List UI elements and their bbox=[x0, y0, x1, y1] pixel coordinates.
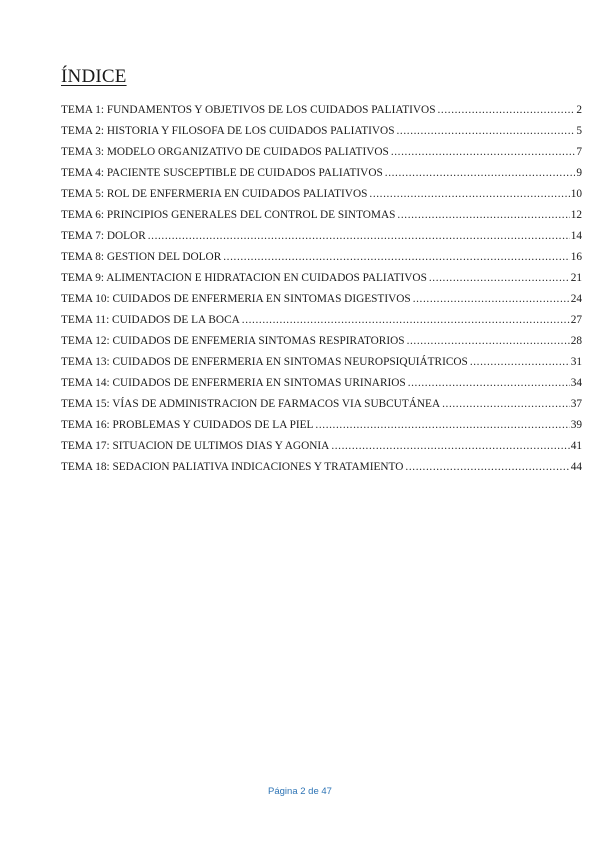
toc-entry[interactable] bbox=[61, 268, 582, 289]
toc-entry[interactable] bbox=[61, 331, 582, 352]
toc-entry[interactable] bbox=[61, 436, 582, 457]
toc-entry-title: TEMA 10: CUIDADOS DE ENFERMERIA EN SINTOMAS DIGESTIVOS bbox=[61, 293, 411, 305]
toc-entry-page-number: 21 bbox=[570, 272, 582, 284]
toc-entry[interactable] bbox=[61, 184, 582, 205]
table-of-contents bbox=[61, 100, 582, 478]
toc-entry-page-number: 5 bbox=[576, 125, 582, 137]
toc-entry-page-number: 27 bbox=[570, 314, 582, 326]
toc-dot-leader bbox=[413, 289, 570, 310]
toc-entry[interactable] bbox=[61, 373, 582, 394]
toc-entry-title: TEMA 6: PRINCIPIOS GENERALES DEL CONTROL DE SINTOMAS bbox=[61, 209, 396, 221]
toc-entry[interactable] bbox=[61, 415, 582, 436]
toc-entry[interactable] bbox=[61, 457, 582, 478]
page-footer: Página 2 de 47 bbox=[268, 786, 332, 797]
toc-dot-leader bbox=[331, 436, 569, 457]
toc-dot-leader bbox=[391, 142, 576, 163]
toc-entry[interactable] bbox=[61, 289, 582, 310]
toc-entry-title: TEMA 7: DOLOR bbox=[61, 230, 146, 242]
toc-entry-title: TEMA 4: PACIENTE SUSCEPTIBLE DE CUIDADOS PALIATIVOS bbox=[61, 167, 383, 179]
toc-entry-title: TEMA 5: ROL DE ENFERMERIA EN CUIDADOS PALIATIVOS bbox=[61, 188, 368, 200]
toc-entry-page-number: 14 bbox=[570, 230, 582, 242]
toc-entry-title: TEMA 14: CUIDADOS DE ENFERMERIA EN SINTOMAS URINARIOS bbox=[61, 377, 406, 389]
toc-entry[interactable] bbox=[61, 205, 582, 226]
toc-entry-title: TEMA 11: CUIDADOS DE LA BOCA bbox=[61, 314, 240, 326]
toc-dot-leader bbox=[407, 331, 570, 352]
toc-dot-leader bbox=[397, 121, 576, 142]
toc-entry-title: TEMA 12: CUIDADOS DE ENFEMERIA SINTOMAS RESPIRATORIOS bbox=[61, 335, 405, 347]
toc-dot-leader bbox=[405, 457, 569, 478]
toc-entry[interactable] bbox=[61, 163, 582, 184]
toc-entry-title: TEMA 9: ALIMENTACION E HIDRATACION EN CUIDADOS PALIATIVOS bbox=[61, 272, 427, 284]
toc-entry-title: TEMA 17: SITUACION DE ULTIMOS DIAS Y AGONIA bbox=[61, 440, 330, 452]
toc-entry-page-number: 2 bbox=[576, 104, 582, 116]
toc-entry-title: TEMA 13: CUIDADOS DE ENFERMERIA EN SINTOMAS NEUROPSIQUIÁTRICOS bbox=[61, 356, 468, 368]
toc-dot-leader bbox=[438, 100, 576, 121]
toc-entry[interactable] bbox=[61, 247, 582, 268]
toc-dot-leader bbox=[242, 310, 570, 331]
toc-entry-title: TEMA 18: SEDACION PALIATIVA INDICACIONES Y TRATAMIENTO bbox=[61, 461, 404, 473]
toc-entry[interactable] bbox=[61, 226, 582, 247]
toc-entry-page-number: 41 bbox=[570, 440, 582, 452]
toc-entry[interactable] bbox=[61, 142, 582, 163]
toc-dot-leader bbox=[470, 352, 570, 373]
toc-entry-page-number: 16 bbox=[570, 251, 582, 263]
toc-entry-page-number: 10 bbox=[570, 188, 582, 200]
toc-entry-page-number: 39 bbox=[570, 419, 582, 431]
toc-entry-title: TEMA 8: GESTION DEL DOLOR bbox=[61, 251, 222, 263]
toc-entry-page-number: 34 bbox=[570, 377, 582, 389]
toc-entry[interactable] bbox=[61, 352, 582, 373]
toc-entry-title: TEMA 2: HISTORIA Y FILOSOFA DE LOS CUIDADOS PALIATIVOS bbox=[61, 125, 395, 137]
toc-entry-page-number: 44 bbox=[570, 461, 582, 473]
toc-heading: ÍNDICE bbox=[61, 66, 127, 87]
toc-entry[interactable] bbox=[61, 394, 582, 415]
toc-entry-page-number: 12 bbox=[570, 209, 582, 221]
toc-dot-leader bbox=[148, 226, 570, 247]
toc-dot-leader bbox=[315, 415, 569, 436]
toc-entry-page-number: 9 bbox=[576, 167, 582, 179]
toc-dot-leader bbox=[408, 373, 570, 394]
toc-dot-leader bbox=[385, 163, 576, 184]
toc-entry-page-number: 24 bbox=[570, 293, 582, 305]
toc-dot-leader bbox=[369, 184, 569, 205]
toc-dot-leader bbox=[397, 205, 569, 226]
toc-entry-title: TEMA 1: FUNDAMENTOS Y OBJETIVOS DE LOS CUIDADOS PALIATIVOS bbox=[61, 104, 436, 116]
toc-entry-page-number: 7 bbox=[576, 146, 582, 158]
toc-entry[interactable] bbox=[61, 310, 582, 331]
toc-entry[interactable] bbox=[61, 100, 582, 121]
toc-entry-page-number: 28 bbox=[570, 335, 582, 347]
toc-dot-leader bbox=[223, 247, 569, 268]
toc-dot-leader bbox=[429, 268, 570, 289]
toc-entry[interactable] bbox=[61, 121, 582, 142]
toc-entry-title: TEMA 15: VÍAS DE ADMINISTRACION DE FARMACOS VIA SUBCUTÁNEA bbox=[61, 398, 441, 410]
toc-entry-page-number: 31 bbox=[570, 356, 582, 368]
toc-dot-leader bbox=[442, 394, 570, 415]
toc-entry-page-number: 37 bbox=[570, 398, 582, 410]
toc-entry-title: TEMA 16: PROBLEMAS Y CUIDADOS DE LA PIEL bbox=[61, 419, 314, 431]
toc-entry-title: TEMA 3: MODELO ORGANIZATIVO DE CUIDADOS PALIATIVOS bbox=[61, 146, 389, 158]
